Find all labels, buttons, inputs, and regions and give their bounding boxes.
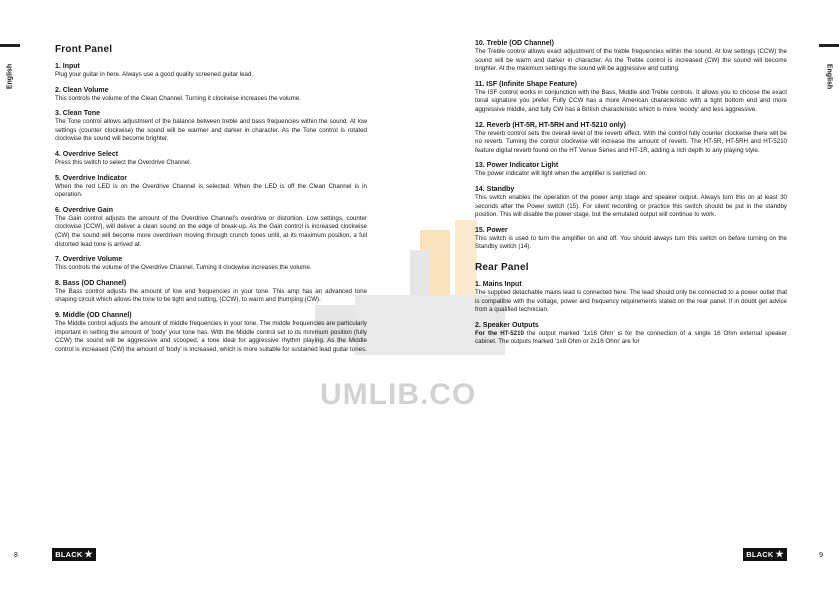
section-body: The Gain control adjusts the amount of the Overdrive Channel's overdrive or distortion. Low settings, counter clockwise (CCW), will deliver a clean sound on the edge of break-up. As the Gain control is increased clockwise (CW) the sound will become more overdriven moving through crunch tones until, at its maximum position, a full distorted lead tone is arrived at. [55,214,367,248]
section-title: 11. ISF (Infinite Shape Feature) [475,80,577,88]
section-title: 2. Clean Volume [55,86,109,94]
logo-text: BLACK [55,550,83,559]
rear-panel-heading: Rear Panel [475,261,529,273]
section-title: 10. Treble (OD Channel) [475,40,554,47]
left-column [55,40,367,361]
section-body: The Bass control adjusts the amount of low end frequencies in your tone. This amp has an advanced tone shaping circuit which allows the tone to be tight and cutting, (CCW), to warm and thumping (CW). [55,287,367,304]
manual-section [55,280,367,305]
manual-section [55,87,367,104]
right-page [420,0,839,595]
right-sections [475,40,787,252]
manual-section [55,175,367,200]
section-body: The reverb control sets the overall level of the reverb effect. With the control fully counter clockwise there will be no reverb. Turning the control clockwise will increase the amount of reverb. The HT-5R, HT-5RH and HT-5210 feature digital reverb found on the HT Venue Series and HT-1R, adding a rich depth to any playing style. [475,129,787,154]
section-body: This switch enables the operation of the power amp stage and speaker output. Always turn this on at least 30 seconds after the Power switch (15). For silent recording or practice this switch should be put in the standby position. This will disable the power stage, but the emulated output will continue to work. [475,193,787,219]
manual-section [475,281,787,315]
star-icon: ★ [84,549,93,559]
section-title: 15. Power [475,226,508,234]
section-title: 4. Overdrive Select [55,150,119,158]
manual-section [55,151,367,168]
section-body: This switch is used to turn the amplifier on and off. You should always turn this switch on before turning on the Standby switch (14). [475,234,787,251]
manual-section [55,256,367,273]
page-number: 8 [14,552,18,559]
black-star-logo [52,548,96,561]
section-body-lead: For the HT-5210 [475,329,524,337]
section-title: 12. Reverb (HT-5R, HT-5RH and HT-5210 only) [475,121,626,129]
manual-section [475,81,787,115]
section-body [475,330,787,347]
star-icon: ★ [775,549,784,559]
section-title: 5. Overdrive Indicator [55,174,127,182]
language-tab-label: English [6,63,14,90]
section-title: 6. Overdrive Gain [55,206,113,214]
manual-section [475,322,787,347]
section-title: 9. Middle (OD Channel) [55,311,132,319]
section-title: 14. Standby [475,185,515,193]
watermark-text: UMLIB.CO [320,378,477,411]
language-tab-label: English [825,63,833,90]
manual-section [475,227,787,252]
section-body: Plug your guitar in here. Always use a good quality screened guitar lead. [55,71,254,78]
right-column [475,40,787,354]
section-body: When the red LED is on the Overdrive Channel is selected. When the LED is off the Clean Channel is in operation. [55,182,367,199]
section-title: 1. Mains Input [475,280,522,288]
section-body: The power indicator will light when the amplifier is switched on. [475,170,647,178]
section-body-text: the output marked '1x16 Ohm' is for the connection of a single 16 Ohm external speaker cabinet. The outputs marked '1x8 Ohm or 2x16 Ohm' are for [475,329,788,346]
manual-section [55,207,367,249]
section-title: 3. Clean Tone [55,110,100,118]
section-body: The Middle control adjusts the amount of middle frequencies in your tone. The middle frequencies are particularly important in setting the amount of 'body' your tone has. With the Middle control set to its minimum position (fully CCW) the sound will be aggressive and scooped, a tone ideal for aggressive rhythm playing. As the Middle control is increased (CW) the amount of 'body' is increased, which is more suitable for sustained lead guitar tones. [55,319,367,353]
left-sections [55,63,367,354]
manual-section [475,162,787,179]
section-body: The ISF control works in conjunction with the Bass, Middle and Treble controls. It allows you to choose the exact tonal signature you prefer. Fully CCW has a more American characteristic with a tight bottom end and more aggressive middle, and fully CW has a British characteristic which is more 'woody' and less aggressive. [475,88,787,113]
manual-section [475,186,787,220]
section-body: This controls the volume of the Overdrive Channel. Turning it clockwise increases the volume. [55,264,312,272]
language-tab-left [0,44,20,117]
section-body: Press this switch to select the Overdrive Channel. [55,158,192,166]
logo-text: BLACK [746,550,774,559]
manual-section [475,40,787,74]
section-title: 1. Input [55,63,80,70]
rear-sections [475,281,787,347]
section-body: The supplied detachable mains lead is connected here. The lead should only be connected to a power outlet that is compatible with the voltage, power and frequency requirements stated on the rear panel. If in doubt get advice from a qualified technician. [475,288,787,314]
manual-section [475,122,787,156]
section-body: The Treble control allows exact adjustment of the treble frequencies within the sound. At low settings (CCW) the sound will be warm and darker in character. As the Treble control is increased (CW) the sound will become brighter. At the maximum settings the sound will be aggressive and cutting. [475,48,787,73]
section-title: 7. Overdrive Volume [55,256,123,264]
language-tab-right [819,44,839,117]
section-title: 8. Bass (OD Channel) [55,279,127,287]
manual-section [55,312,367,354]
section-body: The Tone control allows adjustment of the balance between treble and bass frequencies within the sound. At low settings (counter clockwise) the sound will be warmer and darker in character. As the Tone control is rotated clockwise the sound will become brighter. [55,118,367,143]
section-title: 2. Speaker Outputs [475,321,539,329]
black-star-logo [743,548,787,561]
manual-section [55,63,367,80]
page-number: 9 [819,552,823,559]
manual-section [55,110,367,144]
section-title: 13. Power Indicator Light [475,162,559,170]
section-body: This controls the volume of the Clean Channel. Turning it clockwise increases the volume. [55,94,301,102]
front-panel-heading: Front Panel [55,44,113,55]
